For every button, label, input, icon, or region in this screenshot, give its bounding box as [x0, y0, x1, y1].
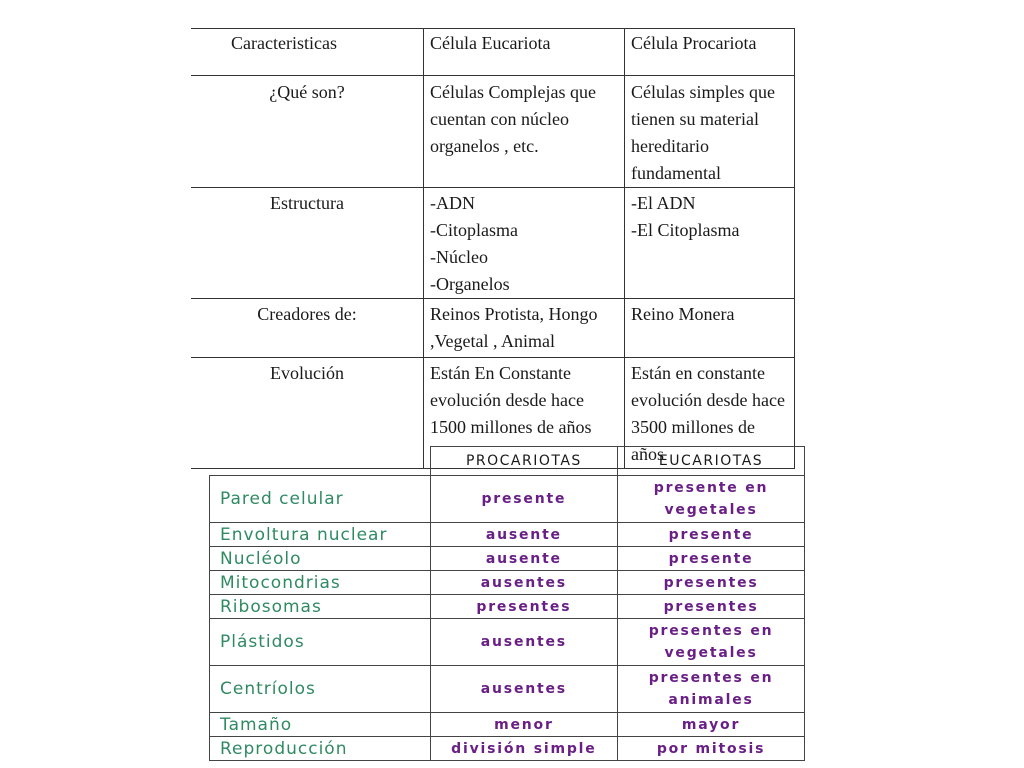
eucariota-cell: Células Complejas que cuentan con núcleo organelos , etc.	[424, 76, 625, 188]
row-label: ¿Qué son?	[191, 76, 424, 188]
eucariotas-cell: presente en vegetales	[618, 476, 805, 523]
table-row	[210, 571, 805, 595]
eucariotas-cell: presentes en animales	[618, 666, 805, 713]
eucariotas-cell: presente	[618, 547, 805, 571]
header-cell: Célula Eucariota	[424, 29, 625, 76]
header-cell: Célula Procariota	[625, 29, 795, 76]
header-cell: EUCARIOTAS	[618, 447, 805, 476]
table-row	[191, 299, 795, 358]
eucariota-cell: -ADN -Citoplasma -Núcleo -Organelos	[424, 188, 625, 299]
eucariota-cell: Están En Constante evolución desde hace 1500 millones de años	[424, 358, 625, 469]
table-row	[210, 595, 805, 619]
feature-label: Tamaño	[210, 713, 431, 737]
procariotas-cell: ausente	[430, 523, 617, 547]
feature-label: Ribosomas	[210, 595, 431, 619]
table-row	[210, 666, 805, 713]
empty-header-cell	[210, 447, 431, 476]
procariotas-cell: presentes	[430, 595, 617, 619]
header-cell: Caracteristicas	[191, 29, 424, 76]
procariotas-cell: menor	[430, 713, 617, 737]
eucariotas-cell: por mitosis	[618, 737, 805, 761]
feature-label: Plástidos	[210, 619, 431, 666]
eucariotas-cell: presentes	[618, 595, 805, 619]
eucariotas-cell: presente	[618, 523, 805, 547]
feature-label: Pared celular	[210, 476, 431, 523]
table-row	[191, 76, 795, 188]
table-row	[210, 547, 805, 571]
table-header-row	[191, 29, 795, 76]
procariotas-cell: ausentes	[430, 571, 617, 595]
eucariotas-cell: mayor	[618, 713, 805, 737]
procariota-cell: Células simples que tienen su material hereditario fundamental	[625, 76, 795, 188]
table-row	[210, 713, 805, 737]
eucariotas-cell: presentes	[618, 571, 805, 595]
table-row	[210, 476, 805, 523]
row-label: Creadores de:	[191, 299, 424, 358]
eucariota-cell: Reinos Protista, Hongo ,Vegetal , Animal	[424, 299, 625, 358]
procariotas-cell: ausentes	[430, 666, 617, 713]
row-label: Evolución	[191, 358, 424, 469]
eucariotas-cell: presentes en vegetales	[618, 619, 805, 666]
table-row	[210, 737, 805, 761]
header-cell: PROCARIOTAS	[430, 447, 617, 476]
procariotas-cell: ausente	[430, 547, 617, 571]
feature-label: Mitocondrias	[210, 571, 431, 595]
feature-label: Reproducción	[210, 737, 431, 761]
procariota-cell: -El ADN -El Citoplasma	[625, 188, 795, 299]
procariotas-cell: presente	[430, 476, 617, 523]
table-row	[210, 619, 805, 666]
procariotas-cell: división simple	[430, 737, 617, 761]
procariota-cell: Reino Monera	[625, 299, 795, 358]
table-row	[191, 188, 795, 299]
comparison-table	[209, 446, 805, 761]
row-label: Estructura	[191, 188, 424, 299]
characteristics-table	[191, 28, 795, 469]
procariota-cell: Están en constante evolución desde hace 3500 millones de años	[625, 358, 795, 469]
feature-label: Nucléolo	[210, 547, 431, 571]
table-row	[210, 523, 805, 547]
feature-label: Centríolos	[210, 666, 431, 713]
table-header-row	[210, 447, 805, 476]
procariotas-cell: ausentes	[430, 619, 617, 666]
feature-label: Envoltura nuclear	[210, 523, 431, 547]
